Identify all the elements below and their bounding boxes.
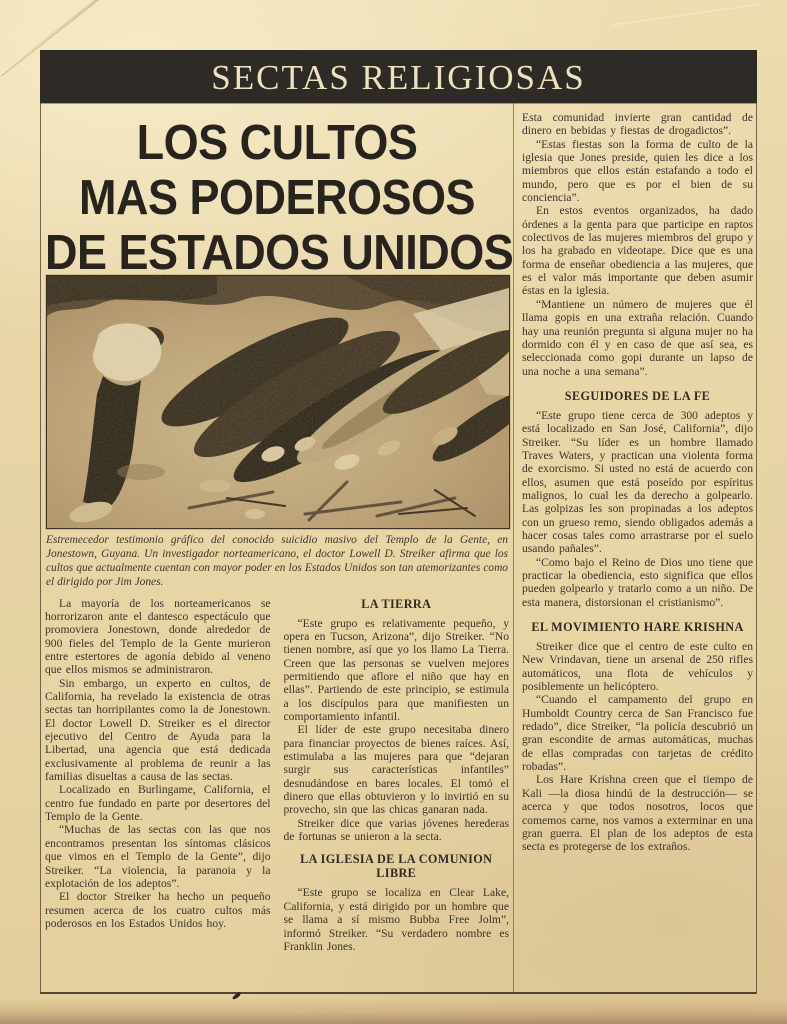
- paragraph: Los Hare Krishna creen que el tiempo de Kali —la diosa hindú de la destrucción— se acerca y que todos nosotros, locos que comemos carne, nos vamos a exterminar en una gran guerra. El plan de los adeptos de esta secta es protegerse de los extraños.: [522, 773, 753, 854]
- headline-line-3: DE ESTADOS UNIDOS: [45, 223, 514, 280]
- body-columns: [45, 597, 509, 989]
- article-headline: [45, 113, 514, 280]
- paragraph: “Como bajo el Reino de Dios uno tiene que practicar la obediencia, esto significa que ellos pueden golpearlo y tratarlo como a un niño. De esta manera, distorsionan el cristianismo”.: [522, 555, 753, 609]
- body-column-middle: [284, 597, 510, 989]
- paragraph: “Este grupo es relativamente pequeño, y opera en Tucson, Arizona”, dijo Streiker. “No tienen nombre, así que yo los llamo La Tierra. Creen que las personas se vuelven mejores permitiendo que aflore el niño que hay en ellas”. Partiendo de este principio, se estimula a los discípulos para que manifiesten un comportamiento infantil.: [283, 616, 509, 724]
- paragraph: Sin embargo, un experto en cultos, de California, ha revelado la existencia de otras sectas tan horripilantes como la de Jonestown. El doctor Lowell D. Streiker es el director ejecutivo del Centro de Ayuda para la Libertad, una agencia que está dedicada exclusivamente al problema de reunir a las familias disueltas a causa de las sectas.: [45, 676, 271, 784]
- section-banner-title: SECTAS RELIGIOSAS: [211, 58, 586, 97]
- section-banner: [40, 50, 757, 103]
- paper-crease: [613, 4, 762, 26]
- paragraph: Localizado en Burlingame, California, el centro fue fundado en parte por desertores del Templo de la Gente.: [45, 783, 271, 824]
- headline-line-2: MAS PODEROSOS: [78, 168, 476, 225]
- section-heading-seguidores-de-la-fe: SEGUIDORES DE LA FE: [564, 388, 711, 403]
- article-content: [40, 103, 757, 994]
- paragraph: “Mantiene un número de mujeres que él llama gopis en una extraña relación. Cuando hay una reunión pregunta si alguna mujer no ha dormido con él y en caso de que así sea, es seleccionada como gopi durante un lapso de una noche a una semana”.: [522, 297, 753, 378]
- jonestown-photo-art: [47, 276, 509, 528]
- paragraph: “Este grupo tiene cerca de 300 adeptos y está localizado en San José, California”, dijo Streiker. “Su líder es un hombre llamado Traves Waters, y practican una violenta forma de exorcismo. Si usted no está de acuerdo con ellos, asumen que está poseído por espíritus malignos, lo cual les da derecho a golpearlo. Las golpizas les son propinadas a los adeptos con un grueso remo, siendo obligados además a hacer cosas tales como arrastrarse por el suelo usando pañales”.: [522, 408, 753, 556]
- paragraph: Streiker dice que el centro de este culto en New Vrindavan, tiene un arsenal de 250 rifles automáticos, una flota de vehículos y posiblemente un helicóptero.: [522, 640, 753, 694]
- body-column-right: [513, 103, 758, 992]
- photo-caption: Estremecedor testimonio gráfico del conocido suicidio masivo del Templo de la Gente, en Jonestown, Guyana. Un investigador norteamericano, el doctor Lowell D. Streiker afirma que los cultos que actualmente cuentan con mayor poder en los Estados Unidos son tan atemorizantes como el dirigido por Jim Jones.: [46, 534, 508, 588]
- paragraph: Esta comunidad invierte gran cantidad de dinero en bebidas y fiestas de drogadictos”.: [522, 111, 753, 138]
- headline-line-1: LOS CULTOS: [136, 113, 418, 170]
- paragraph: Streiker dice que varias jóvenes herederas de fortunas se unieron a la secta.: [283, 816, 509, 844]
- section-heading-hare-krishna: EL MOVIMIENTO HARE KRISHNA: [531, 620, 744, 635]
- jonestown-photo: [46, 275, 510, 529]
- paragraph: “Este grupo se localiza en Clear Lake, California, y está dirigido por un hombre que se llama a sí mismo Bubba Free Jolm”, informó Streiker. “Su verdadero nombre es Franklin Jones.: [283, 886, 509, 953]
- paragraph: La mayoría de los norteamericanos se horrorizaron ante el dantesco espectáculo que promoviera Jonestown, donde alrededor de 900 fieles del Templo de la Gente murieron entre estertores de agonía debido al veneno que ellos mismos se administraron.: [45, 596, 271, 677]
- paragraph: “Estas fiestas son la forma de culto de la iglesia que Jones preside, quien les dice a los miembros que ellos están estafando a todo el mundo, pero que es por el bien de su conciencia”.: [522, 137, 753, 205]
- section-heading-iglesia-comunion-libre: LA IGLESIA DE LA COMUNION LIBRE: [300, 852, 493, 881]
- paragraph: En estos eventos organizados, ha dado órdenes a la genta para que participe en raptos colectivos de las mujeres miembros del grupo y los ha grabado en videotape. Dice que es una forma de enseñar obediencia a las mujeres, que es el valor más importante que deben asumir éstas en la iglesia.: [522, 204, 753, 298]
- body-column-left: [45, 597, 271, 989]
- section-heading-la-tierra: LA TIERRA: [361, 596, 432, 611]
- article-frame: [40, 50, 757, 996]
- paragraph: “Muchas de las sectas con las que nos encontramos presentan los síntomas clásicos que vimos en el Templo de la Gente”, dijo Streiker. “La violencia, la paranoia y la explotación de los adeptos”.: [45, 823, 271, 890]
- paragraph: El doctor Streiker ha hecho un pequeño resumen acerca de los cuatro cultos más poderosos en los Estados Unidos hoy.: [45, 890, 271, 930]
- main-left-area: [41, 103, 513, 992]
- paragraph: El líder de este grupo necesitaba dinero para financiar proyectos de bienes raíces. Así, estimulaba a las mujeres para que “dejaran surgir sus características infantiles” desnudándose en bares locales. El tomó el dinero que ellas obtuvieron y lo invirtió en su provecho, sin que las chicas ganaran nada.: [283, 723, 509, 817]
- jonestown-photo-figure: [46, 275, 508, 529]
- paragraph: “Cuando el campamento del grupo en Humboldt Country cerca de San Francisco fue redado”, dice Streiker, “la policía descubrió un gran escondite de armas automáticas, muchas de ellas compradas con tarjetas de crédito robadas”.: [522, 693, 753, 774]
